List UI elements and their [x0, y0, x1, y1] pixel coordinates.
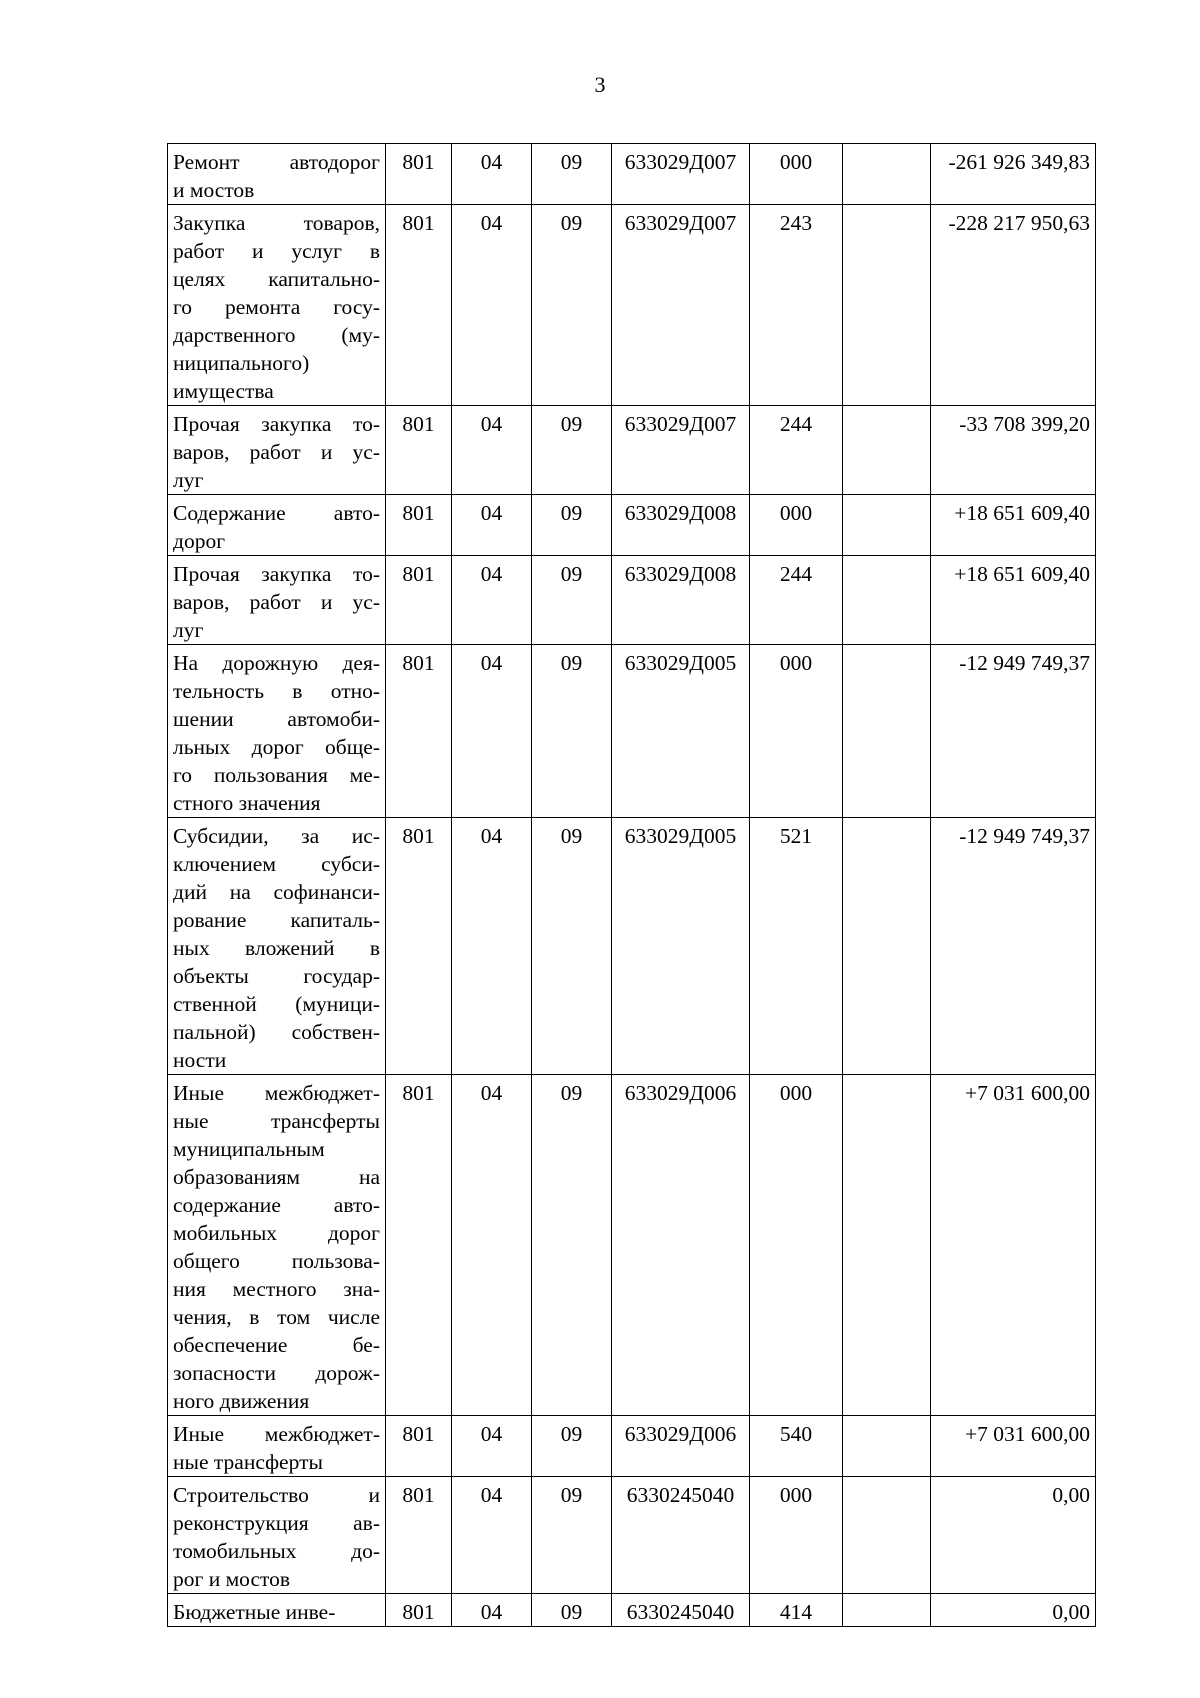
cell-description — [168, 556, 386, 645]
cell-description — [168, 818, 386, 1075]
description-line: общего пользова- — [173, 1249, 380, 1273]
description-line: томобильных до- — [173, 1539, 380, 1563]
cell-expense-type: 243 — [750, 205, 843, 406]
description-line: дорог — [173, 529, 226, 553]
description-line: луг — [173, 618, 204, 642]
cell-subsection: 09 — [532, 144, 612, 205]
description-line: ственной (муници- — [173, 992, 380, 1016]
cell-chapter: 801 — [386, 144, 452, 205]
cell-amount: 0,00 — [931, 1477, 1096, 1594]
cell-amount: +7 031 600,00 — [931, 1416, 1096, 1477]
cell-description — [168, 1075, 386, 1416]
cell-chapter: 801 — [386, 645, 452, 818]
table-row — [168, 205, 1096, 406]
page-number: 3 — [594, 72, 606, 97]
description-line: луг — [173, 468, 204, 492]
cell-empty — [843, 144, 931, 205]
description-line: варов, работ и ус- — [173, 590, 380, 614]
budget-table — [167, 143, 1096, 1627]
description-line: содержание авто- — [173, 1193, 380, 1217]
description-line: тельность в отно- — [173, 679, 380, 703]
description-line: пальной) собствен- — [173, 1020, 380, 1044]
cell-description — [168, 645, 386, 818]
cell-amount: -33 708 399,20 — [931, 406, 1096, 495]
cell-subsection: 09 — [532, 1477, 612, 1594]
cell-chapter: 801 — [386, 556, 452, 645]
description-line: ных вложений в — [173, 936, 380, 960]
cell-amount: +18 651 609,40 — [931, 556, 1096, 645]
table-row — [168, 1594, 1096, 1627]
description-line: муниципальным — [173, 1137, 325, 1161]
cell-chapter: 801 — [386, 1416, 452, 1477]
description-line: мобильных дорог — [173, 1221, 380, 1245]
cell-section: 04 — [452, 406, 532, 495]
table-row — [168, 1416, 1096, 1477]
description-line: рование капиталь- — [173, 908, 380, 932]
budget-table-body — [168, 144, 1096, 1627]
description-line: ключением субси- — [173, 852, 380, 876]
cell-target-code: 633029Д008 — [612, 495, 750, 556]
cell-empty — [843, 1416, 931, 1477]
cell-subsection: 09 — [532, 645, 612, 818]
description-line: рог и мостов — [173, 1567, 291, 1591]
cell-amount: -12 949 749,37 — [931, 645, 1096, 818]
cell-chapter: 801 — [386, 406, 452, 495]
cell-section: 04 — [452, 1075, 532, 1416]
description-line: имущества — [173, 379, 274, 403]
description-line: Бюджетные инве- — [173, 1600, 336, 1624]
cell-subsection: 09 — [532, 495, 612, 556]
description-line: ности — [173, 1048, 227, 1072]
cell-chapter: 801 — [386, 1594, 452, 1627]
description-line: шении автомоби- — [173, 707, 380, 731]
cell-subsection: 09 — [532, 556, 612, 645]
cell-section: 04 — [452, 1594, 532, 1627]
cell-section: 04 — [452, 645, 532, 818]
cell-description — [168, 1477, 386, 1594]
cell-empty — [843, 645, 931, 818]
cell-empty — [843, 1477, 931, 1594]
cell-target-code: 633029Д005 — [612, 645, 750, 818]
cell-expense-type: 540 — [750, 1416, 843, 1477]
cell-amount: 0,00 — [931, 1594, 1096, 1627]
cell-amount: -261 926 349,83 — [931, 144, 1096, 205]
cell-target-code: 633029Д007 — [612, 144, 750, 205]
cell-expense-type: 000 — [750, 645, 843, 818]
description-line: дарственного (му- — [173, 323, 380, 347]
cell-target-code: 633029Д006 — [612, 1416, 750, 1477]
cell-empty — [843, 818, 931, 1075]
cell-target-code: 633029Д006 — [612, 1075, 750, 1416]
cell-empty — [843, 1594, 931, 1627]
cell-chapter: 801 — [386, 495, 452, 556]
cell-expense-type: 244 — [750, 556, 843, 645]
description-line: дий на софинанси- — [173, 880, 380, 904]
table-row — [168, 144, 1096, 205]
cell-target-code: 6330245040 — [612, 1594, 750, 1627]
cell-expense-type: 000 — [750, 1075, 843, 1416]
description-line: На дорожную дея- — [173, 651, 380, 675]
table-row — [168, 406, 1096, 495]
description-line: Прочая закупка то- — [173, 562, 380, 586]
table-row — [168, 1477, 1096, 1594]
description-line: ные трансферты — [173, 1109, 380, 1133]
description-line: льных дорог обще- — [173, 735, 380, 759]
description-line: Строительство и — [173, 1483, 380, 1507]
description-line: объекты государ- — [173, 964, 380, 988]
cell-expense-type: 000 — [750, 495, 843, 556]
cell-target-code: 6330245040 — [612, 1477, 750, 1594]
cell-expense-type: 000 — [750, 144, 843, 205]
table-row — [168, 645, 1096, 818]
cell-description — [168, 495, 386, 556]
cell-target-code: 633029Д007 — [612, 205, 750, 406]
cell-section: 04 — [452, 1416, 532, 1477]
cell-description — [168, 1594, 386, 1627]
cell-section: 04 — [452, 495, 532, 556]
cell-empty — [843, 556, 931, 645]
cell-amount: -228 217 950,63 — [931, 205, 1096, 406]
cell-empty — [843, 1075, 931, 1416]
description-line: и мостов — [173, 178, 255, 202]
description-line: зопасности дорож- — [173, 1361, 380, 1385]
description-line: образованиям на — [173, 1165, 380, 1189]
description-line: стного значения — [173, 791, 321, 815]
description-line: обеспечение бе- — [173, 1333, 380, 1357]
description-line: ния местного зна- — [173, 1277, 380, 1301]
cell-subsection: 09 — [532, 1075, 612, 1416]
description-line: работ и услуг в — [173, 239, 380, 263]
cell-subsection: 09 — [532, 1594, 612, 1627]
cell-section: 04 — [452, 818, 532, 1075]
cell-empty — [843, 406, 931, 495]
cell-section: 04 — [452, 205, 532, 406]
cell-chapter: 801 — [386, 818, 452, 1075]
cell-subsection: 09 — [532, 1416, 612, 1477]
cell-description — [168, 205, 386, 406]
description-line: Ремонт автодорог — [173, 150, 380, 174]
cell-chapter: 801 — [386, 205, 452, 406]
cell-expense-type: 000 — [750, 1477, 843, 1594]
cell-section: 04 — [452, 144, 532, 205]
description-line: Иные межбюджет- — [173, 1081, 380, 1105]
table-row — [168, 495, 1096, 556]
cell-section: 04 — [452, 556, 532, 645]
description-line: чения, в том числе — [173, 1305, 380, 1329]
table-row — [168, 556, 1096, 645]
cell-chapter: 801 — [386, 1075, 452, 1416]
cell-target-code: 633029Д008 — [612, 556, 750, 645]
cell-section: 04 — [452, 1477, 532, 1594]
cell-empty — [843, 205, 931, 406]
description-line: ниципального) — [173, 351, 310, 375]
cell-empty — [843, 495, 931, 556]
description-line: варов, работ и ус- — [173, 440, 380, 464]
table-row — [168, 818, 1096, 1075]
cell-expense-type: 414 — [750, 1594, 843, 1627]
table-row — [168, 1075, 1096, 1416]
cell-target-code: 633029Д005 — [612, 818, 750, 1075]
description-line: Содержание авто- — [173, 501, 380, 525]
description-line: го ремонта госу- — [173, 295, 380, 319]
cell-expense-type: 521 — [750, 818, 843, 1075]
description-line: Субсидии, за ис- — [173, 824, 380, 848]
cell-amount: -12 949 749,37 — [931, 818, 1096, 1075]
description-line: Прочая закупка то- — [173, 412, 380, 436]
cell-description — [168, 406, 386, 495]
cell-target-code: 633029Д007 — [612, 406, 750, 495]
cell-expense-type: 244 — [750, 406, 843, 495]
cell-description — [168, 144, 386, 205]
description-line: Закупка товаров, — [173, 211, 380, 235]
cell-amount: +18 651 609,40 — [931, 495, 1096, 556]
description-line: го пользования ме- — [173, 763, 380, 787]
cell-amount: +7 031 600,00 — [931, 1075, 1096, 1416]
description-line: целях капитально- — [173, 267, 380, 291]
cell-subsection: 09 — [532, 818, 612, 1075]
description-line: ные трансферты — [173, 1450, 323, 1474]
description-line: Иные межбюджет- — [173, 1422, 380, 1446]
cell-chapter: 801 — [386, 1477, 452, 1594]
description-line: ного движения — [173, 1389, 310, 1413]
cell-subsection: 09 — [532, 406, 612, 495]
cell-subsection: 09 — [532, 205, 612, 406]
description-line: реконструкция ав- — [173, 1511, 380, 1535]
cell-description — [168, 1416, 386, 1477]
